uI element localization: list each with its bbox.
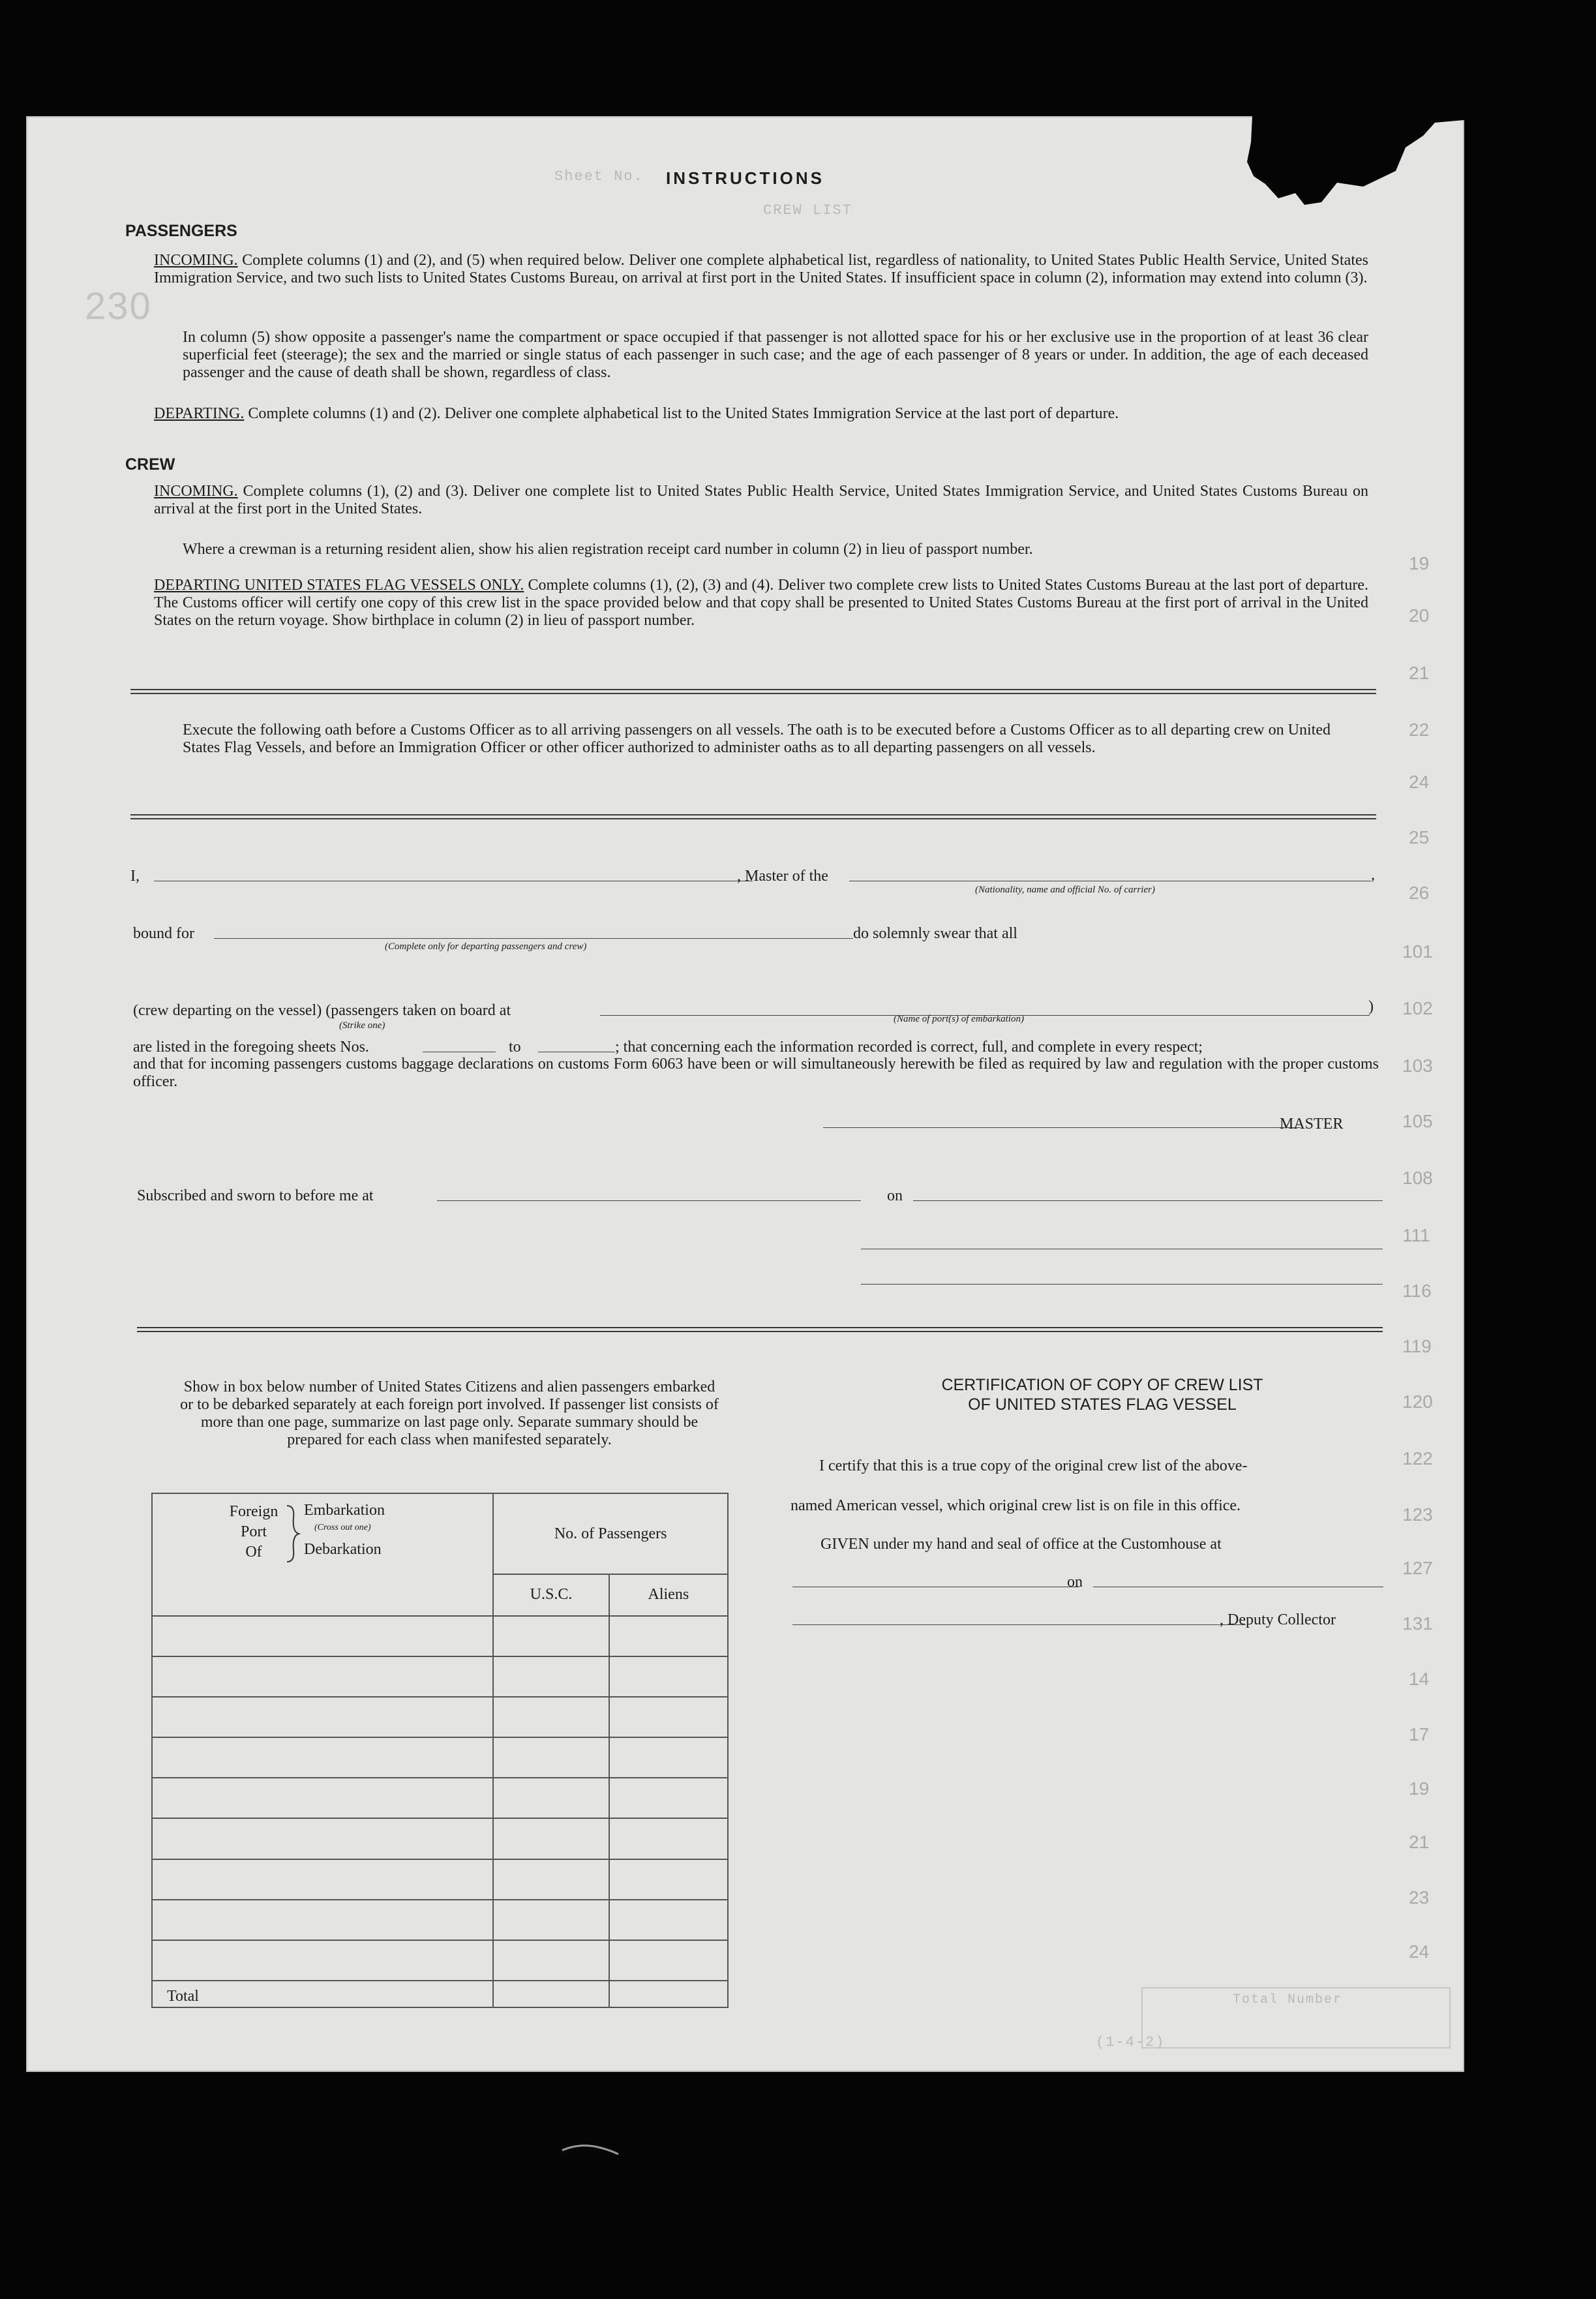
deputy-signature-field[interactable]: [792, 1624, 1246, 1625]
bleed-row-number: 105: [1402, 1111, 1433, 1131]
crew-incoming-paragraph: [154, 483, 1368, 518]
bound-for-field[interactable]: [214, 938, 853, 939]
passengers-incoming-paragraph: [154, 252, 1368, 287]
certification-line-1: I certify that this is a true copy of the original crew list of the above-: [819, 1457, 1248, 1474]
bleed-row-number: 111: [1402, 1225, 1430, 1245]
num-passengers-header: No. of Passengers: [493, 1493, 728, 1574]
crew-resident-paragraph: Where a crewman is a returning resident alien, show his alien registration receipt card number in column (2) in lieu of passport number.: [183, 541, 1033, 558]
crew-incoming-text: Complete columns (1), (2) and (3). Deliver one complete list to United States Public Health Service, United States Immigration Service, and United States Customs Bureau on arrival at the first port in the United States.: [154, 483, 1368, 517]
crew-departing-label: DEPARTING UNITED STATES FLAG VESSELS ONLY.: [154, 577, 524, 594]
passengers-column5-paragraph: In column (5) show opposite a passenger's name the compartment or space occupied if that passenger is not allotted space for his or her exclusive use in the proportion of at least 36 clear superficial feet (steerage); the sex and the married or single status of each passenger in such case; and the age of each passenger of 8 years or under. In addition, the age of each deceased passenger and the cause of death shall be shown, regardless of class.: [183, 329, 1368, 381]
certification-line-3: GIVEN under my hand and seal of office at the Customhouse at: [821, 1536, 1222, 1553]
bleed-row-number: 21: [1409, 1832, 1430, 1852]
cross-out-note: (Cross out one): [314, 1523, 371, 1532]
bleed-crew-list: CREW LIST: [763, 202, 852, 219]
total-row: [152, 1981, 728, 2007]
bleed-row-number: 20: [1409, 605, 1430, 626]
bleed-footer-code: (1-4-2): [1096, 2034, 1166, 2050]
table-row: [152, 1940, 728, 1981]
swear-label: do solemnly swear that all: [853, 925, 1017, 942]
total-aliens-cell[interactable]: [609, 1981, 728, 2007]
passengers-departing-paragraph: [154, 405, 1368, 423]
table-row: [152, 1900, 728, 1940]
divider: [130, 689, 1376, 690]
divider: [130, 814, 1376, 815]
listed-to-label: to: [509, 1039, 521, 1056]
usc-header: U.S.C.: [493, 1574, 609, 1615]
bleed-stamp-number: 230: [85, 285, 152, 327]
divider: [130, 818, 1376, 819]
bleed-row-number: 127: [1402, 1558, 1433, 1578]
foreign-label: Foreign: [229, 1503, 279, 1520]
bleed-row-number: 24: [1409, 772, 1430, 792]
bleed-row-number: 23: [1409, 1887, 1430, 1908]
embarkation-label: Embarkation: [304, 1502, 385, 1519]
bleed-total-number: Total Number: [1233, 1992, 1343, 2007]
bleed-row-number: 101: [1402, 941, 1433, 962]
crew-departing-label: (crew departing on the vessel) (passengers taken on board at: [133, 1002, 511, 1019]
oath-master-of-label: , Master of the: [737, 868, 828, 885]
brace-icon: [283, 1504, 301, 1563]
table-row: [152, 1818, 728, 1859]
deputy-collector-label: , Deputy Collector: [1220, 1611, 1336, 1628]
certification-title: [750, 1375, 1454, 1414]
crew-departing-paragraph: [154, 577, 1368, 630]
aliens-header: Aliens: [609, 1574, 728, 1615]
bleed-row-number: 123: [1402, 1504, 1433, 1525]
bleed-row-number: 19: [1409, 1778, 1430, 1799]
officer-title-field[interactable]: [861, 1284, 1383, 1285]
passengers-incoming-text: Complete columns (1) and (2), and (5) when required below. Deliver one complete alphabetical list, regardless of nationality, to United States Public Health Service, United States Immigration Service, and two such lists to United States Customs Bureau, on arrival at first port in the United States. If insufficient space in column (2), information may extend into column (3).: [154, 252, 1368, 286]
oath-intro-paragraph: Execute the following oath before a Customs Officer as to all arriving passengers on all vessels. The oath is to be executed before a Customs Officer as to all departing crew on United States Flag Vessels, and before an Immigration Officer or other officer authorized to administer oaths as to all departing passengers on all vessels.: [183, 722, 1331, 756]
of-label: Of: [245, 1544, 262, 1561]
debarkation-label: Debarkation: [304, 1541, 382, 1558]
crew-departing-text: Complete columns (1), (2), (3) and (4). Deliver two complete crew lists to United States Customs Bureau at the last port of departure. The Customs officer will certify one copy of this crew list in the space provided below and that copy shall be presented to United States Customs Bureau at the first port of arrival in the United States on the return voyage. Show birthplace in column (2) in lieu of passport number.: [154, 577, 1368, 629]
total-label: Total: [152, 1981, 493, 2007]
sworn-place-field[interactable]: [437, 1200, 861, 1201]
certification-line-2: named American vessel, which original crew list is on file in this office.: [790, 1497, 1241, 1514]
divider: [137, 1327, 1383, 1328]
bleed-row-number: 120: [1402, 1392, 1433, 1412]
strike-note: (Strike one): [339, 1020, 385, 1031]
passengers-departing-label: DEPARTING.: [154, 405, 245, 422]
table-row: [152, 1737, 728, 1778]
bound-for-label: bound for: [133, 925, 194, 942]
bleed-row-number: 102: [1402, 998, 1433, 1018]
oath-i-label: I,: [130, 868, 140, 885]
certification-on-label: on: [1067, 1574, 1083, 1591]
table-row: [152, 1697, 728, 1737]
bleed-box: [1141, 1987, 1451, 2048]
bleed-row-number: 122: [1402, 1448, 1433, 1469]
bleed-sheet-no: Sheet No.: [554, 168, 644, 185]
document-page: Sheet No. CREW LIST 230 19 20 21 22 24 25 26 101 102 103 105 108 111 116 119 120 122 123 127 131 14 17 19 21 23 24 Total Number (1-4-2) INSTRUCTIONS PASSENGERS INCOMING. Complete columns (1) and (2), and (5) when required below. Deliver one complete alphabetical list, regardless of nationality, to United States Public Health Service, United States Immigration Service, and two such lists to United States Customs Bureau, on arrival at first port in the United States. If insufficient space in column (2), information may extend into column (3). In column (5) show opposite a passenger's name the compartment or space occupied if that passenger is not allotted space for his or her exclusive use in the proportion of at least 36 clear superficial feet (steerage); the sex and the married or single status of each passenger in such case; and the age of each passenger of 8 years or under. In addition, the age of each deceased passenger and the cause of death shall be shown, regardless of class. DEPARTING. Complete columns (1) and (2). Deliver one complete alphabetical list to the United States Immigration Service at the last port of departure. CREW INCOMING. Complete columns (1), (2) and (3). Deliver one complete list to United States Public Health Service, United States Immigration Service, and United States Customs Bureau on arrival at the first port in the United States. Where a crewman is a returning resident alien, show his alien registration receipt card number in column (2) in lieu of passport number. DEPARTING UNITED STATES FLAG VESSELS ONLY. Complete columns (1), (2), (3) and (4). Deliver two complete crew lists to United States Customs Bureau at the last port of departure. The Customs officer will certify one copy of this crew list in the space provided below and that copy shall be presented to United States Customs Bureau at the first port of arrival in the United States on the return voyage. Show birthplace in column (2) in lieu of passport number. Execute the following oath before a Customs Officer as to all arriving passengers on all vessels. The oath is to be executed before a Customs Officer as to all departing crew on United States Flag Vessels, and before an Immigration Officer or other officer authorized to administer oaths as to all departing passengers on all vessels. I, , Master of the (Nationality, name and official No. of carrier) , bound for (Complete only for departing passengers and crew) do solemnly swear that all (crew departing on the vessel) (passengers taken on board at (Strike one) (Name of port(s) of embarkation) ) are listed in the foregoing sheets Nos. to ; that concerning each the information recorded is correct, full, and complete in every respect; and that for incoming passengers customs baggage declarations on customs Form 6063 have been or will simultaneously herewith be filed as required by law and regulation with the proper customs officer. MASTER Subscribed and sworn to before me at on Show in box below number of United States Citizens and alien passengers embarked or to be debarked separately at each foreign port involved. If passenger list consists of more than one page, summarize on last page only. Separate summary should be prepared for each class when manifested separately. Foreign Port Of Embarkation (Cross out one) Debarkation No. of Passengers U.S.C. Aliens Total CERTIFICATION OF COPY OF CREW LIST OF UNITED STATES FLAG VESSEL I certify that this is a true copy of the original crew list of the above- named American vessel, which original crew list is on file in this office. GIVEN under my hand and seal of office at the Customhouse at on , Deputy Collector: [26, 116, 1464, 2072]
table-row: [152, 1778, 728, 1818]
carrier-note: (Nationality, name and official No. of carrier): [975, 885, 1155, 895]
passengers-incoming-label: INCOMING.: [154, 252, 238, 269]
bleed-row-number: 14: [1409, 1669, 1430, 1689]
bleed-row-number: 17: [1409, 1724, 1430, 1744]
certification-title-line-1: CERTIFICATION OF COPY OF CREW LIST: [941, 1376, 1263, 1394]
page-title: INSTRUCTIONS: [666, 168, 824, 188]
certification-title-line-2: OF UNITED STATES FLAG VESSEL: [968, 1395, 1237, 1414]
divider: [137, 1331, 1383, 1332]
port-label: Port: [240, 1523, 267, 1540]
bleed-row-number: 103: [1402, 1056, 1433, 1076]
torn-corner-icon: [1239, 116, 1464, 214]
ports-note: (Name of port(s) of embarkation): [894, 1014, 1024, 1024]
scan-mark-icon: [561, 2141, 620, 2157]
divider: [130, 693, 1376, 694]
bleed-row-number: 108: [1402, 1168, 1433, 1188]
total-usc-cell[interactable]: [493, 1981, 609, 2007]
bleed-row-number: 116: [1402, 1281, 1432, 1301]
passenger-summary-table: [151, 1493, 729, 2008]
bleed-row-number: 119: [1402, 1336, 1432, 1356]
table-row: [152, 1616, 728, 1656]
subscribed-label: Subscribed and sworn to before me at: [137, 1187, 374, 1204]
bound-for-note: (Complete only for departing passengers and crew): [385, 941, 587, 952]
master-signature-field[interactable]: [823, 1127, 1301, 1128]
table-row: [152, 1656, 728, 1697]
listed-sheets-label: are listed in the foregoing sheets Nos.: [133, 1039, 369, 1056]
bleed-row-number: 26: [1409, 883, 1430, 903]
master-label: MASTER: [1280, 1116, 1344, 1133]
bleed-row-number: 131: [1402, 1613, 1433, 1634]
close-paren: ): [1368, 998, 1374, 1015]
passengers-departing-text: Complete columns (1) and (2). Deliver one complete alphabetical list to the United States Immigration Service at the last port of departure.: [248, 405, 1119, 422]
bleed-row-number: 19: [1409, 553, 1430, 573]
crew-heading: CREW: [125, 455, 175, 474]
bleed-row-number: 21: [1409, 663, 1430, 683]
passengers-heading: PASSENGERS: [125, 222, 237, 240]
listed-correct-text: ; that concerning each the information recorded is correct, full, and complete in every respect;: [615, 1039, 1203, 1056]
port-header-cell: [152, 1493, 493, 1616]
table-row: [152, 1859, 728, 1900]
bleed-row-number: 24: [1409, 1941, 1430, 1962]
sworn-on-label: on: [887, 1187, 903, 1204]
summary-note: Show in box below number of United States Citizens and alien passengers embarked or to be debarked separately at each foreign port involved. If passenger list consists of more than one page, summarize on last page only. Separate summary should be prepared for each class when manifested separately.: [180, 1378, 719, 1448]
bleed-row-number: 22: [1409, 720, 1430, 740]
listed-baggage-text: and that for incoming passengers customs baggage declarations on customs Form 6063 have been or will simultaneously herewith be filed as required by law and regulation with the proper customs officer.: [133, 1056, 1379, 1090]
sworn-date-field[interactable]: [913, 1200, 1383, 1201]
crew-incoming-label: INCOMING.: [154, 483, 238, 500]
bleed-row-number: 25: [1409, 827, 1430, 847]
